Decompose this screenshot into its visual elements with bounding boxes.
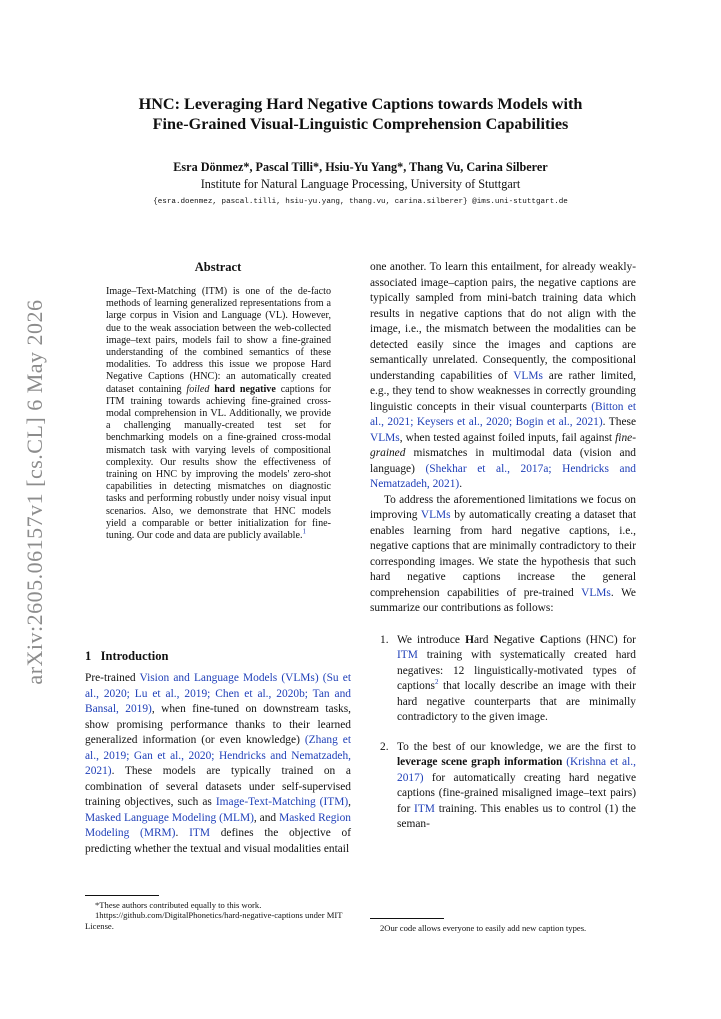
section-number: 1 (85, 649, 92, 663)
text: Pre-trained (85, 672, 140, 684)
section-heading-introduction (85, 648, 351, 664)
abstract-foiled: foiled (186, 383, 210, 395)
text: , (348, 796, 352, 808)
paragraph-entailment (370, 260, 636, 493)
footnote-2: 2Our code allows everyone to easily add new caption types. (380, 923, 587, 933)
author-list: Esra Dönmez*, Pascal Tilli*, Hsiu-Yu Yang*, Thang Vu, Carina Silberer (173, 160, 548, 174)
text-fine-grained: fine-grained (370, 431, 636, 459)
right-column (370, 260, 636, 847)
citation-refs-2[interactable]: (Zhang et al., 2019; Gan et al., 2020; Hendricks and Nematzadeh, 2021) (85, 734, 351, 777)
link-mlm[interactable]: Masked Language Modeling (MLM) (85, 811, 254, 824)
footnote-marker-1[interactable]: 1 (302, 527, 306, 536)
list-number: 1. (380, 633, 389, 646)
abstract-text-1: Image–Text-Matching (ITM) is one of the de-facto methods of learning generalized representations from a large corpus in Vision and Language (VL). However, due to the weak association between the web-collected image–text pairs, models fail to show a fine-grained understanding of the combined semantics of these modalities. To address this issue we propose Hard Negative Captions (HNC): an automatically created dataset containing (106, 286, 331, 395)
abstract-hard-negative: hard negative (214, 383, 276, 395)
section-title: Introduction (100, 649, 169, 663)
abstract-heading: Abstract (194, 260, 242, 274)
link-itm[interactable]: ITM (397, 649, 418, 661)
list-number: 2. (380, 740, 389, 753)
abstract-body (106, 286, 331, 542)
text: ard (473, 633, 494, 646)
paragraph-contributions (370, 493, 636, 617)
citation-refs-4[interactable]: (Shekhar et al., 2017a; Hendricks and Nematzadeh, 2021) (370, 462, 636, 490)
footnote-1: 1https://github.com/DigitalPhonetics/hard-negative-captions under MIT License. (85, 910, 343, 931)
link-vlms[interactable]: VLMs (420, 509, 451, 521)
text: egative (501, 633, 540, 646)
text: training. This enables us to control (1) the seman- (397, 802, 636, 830)
footnote-equal-contribution: *These authors contributed equally to this work. (95, 900, 262, 910)
text: are rather limited, e.g., they tend to show weaknesses in correctly grounding linguistic concepts in their visual counterparts (370, 369, 637, 413)
text: mismatches in multimodal data (vision and language) (370, 447, 636, 475)
text: aptions (HNC) for (548, 633, 636, 646)
footnote-rule-right (370, 918, 444, 919)
title-line-2: Fine-Grained Visual-Linguistic Comprehension Capabilities (152, 115, 569, 133)
link-itm[interactable]: ITM (414, 802, 435, 815)
arxiv-identifier-stamp: arXiv:2605.06157v1 [cs.CL] 6 May 2026 (22, 299, 47, 685)
text: , and (253, 811, 280, 824)
intro-paragraph (85, 671, 351, 857)
text: , when tested against foiled inputs, fail against (399, 431, 616, 444)
link-vlms[interactable]: VLMs (370, 431, 400, 444)
list-item (370, 740, 636, 833)
text: . We summarize our contributions as follows: (370, 586, 636, 614)
citation-refs-3[interactable]: (Bitton et al., 2021; Keysers et al., 2020; Bogin et al., 2021) (370, 400, 637, 428)
text: N (493, 633, 502, 646)
text: . (459, 478, 463, 490)
title-line-1: HNC: Leveraging Hard Negative Captions towards Models with (138, 95, 583, 113)
text-bold: leverage scene graph information (397, 756, 563, 768)
citation-krishna[interactable]: (Krishna et al., 2017) (397, 756, 636, 784)
citation-refs-1[interactable]: (Su et al., 2020; Lu et al., 2019; Chen et al., 2020b; Tan and Bansal, 2019) (85, 672, 351, 715)
text: for automatically creating hard negative captions (fine-grained misaligned image–text pairs) for (397, 771, 636, 815)
footnote-marker-2[interactable]: 2 (434, 678, 439, 687)
text: by automatically creating a dataset that enables learning from hard negative captions, i.e., negative captions that are minimally contradictory to their corresponding images. We state the hypothesis that such hard negative captions increase the general comprehension capabilities of pre-trained (370, 509, 636, 599)
link-vlms[interactable]: VLMs (581, 586, 611, 599)
author-emails: {esra.doenmez, pascal.tilli, hsiu-yu.yang, thang.vu, carina.silberer} @ims.uni-stuttgart.de (153, 198, 568, 206)
text: , when fine-tuned on downstream tasks, show promising performance thanks to their learned generalized information (or even knowledge) (85, 703, 351, 746)
text: training with systematically created hard negatives: 12 linguistically-motivated types of captions (397, 649, 636, 692)
footnote-rule-left (85, 895, 159, 896)
contribution-list (370, 633, 636, 833)
text: that locally describe an image with their hard negative counterparts that are minimally contradictory to the given image. (397, 680, 636, 723)
text: To address the aforementioned limitations we focus on improving (370, 493, 636, 521)
footnotes-left (85, 900, 351, 931)
link-mrm[interactable]: Masked Region Modeling (MRM) (85, 811, 351, 839)
text: . (175, 827, 190, 839)
footnotes-right (370, 923, 636, 933)
link-vlms[interactable]: VLMs (513, 369, 543, 382)
affiliation: Institute for Natural Language Processing, University of Stuttgart (200, 177, 521, 191)
link-itm[interactable]: Image-Text-Matching (ITM) (215, 796, 349, 808)
text: defines the objective of predicting whether the textual and visual modalities entail (85, 827, 351, 855)
text: one another. To learn this entailment, for already weakly-associated image–caption pairs, the negative captions are typically sampled from mini-batch training data which results in negative captions that do not align with the image, i.e., the mismatch between the modalities can be detected easily since the images and captions are semantically unrelated. Consequently, the compositional understanding capabilities of (370, 261, 636, 382)
paper-title (60, 94, 661, 134)
link-vlms[interactable]: Vision and Language Models (VLMs) (139, 672, 319, 684)
text: . These models are typically trained on a combination of several datasets under self-supervised training objectives, such as (85, 765, 351, 808)
text: We introduce (397, 633, 466, 646)
text: To the best of our knowledge, we are the first to (397, 740, 636, 753)
text: C (539, 633, 548, 646)
list-item (370, 633, 636, 726)
text: H (465, 633, 474, 646)
abstract-text-2: captions for ITM training towards achieving fine-grained cross-modal comprehension in VL. Additionally, we provide a challenging manually-created test set for benchmarking models on a fine-grained cross-modal mismatch task with varying levels of compositional complexity. Our results show the effectiveness of training on HNC by improving the models' zero-shot capabilities in detecting mismatches on diagnostic tasks and performing robustly under noisy visual input scenarios. Also, we demonstrate that HNC models yield a comparable or better initialization for fine-tuning. Our code and data are publicly available. (106, 383, 331, 542)
link-itm-2[interactable]: ITM (189, 827, 210, 839)
text: . These (602, 416, 637, 428)
